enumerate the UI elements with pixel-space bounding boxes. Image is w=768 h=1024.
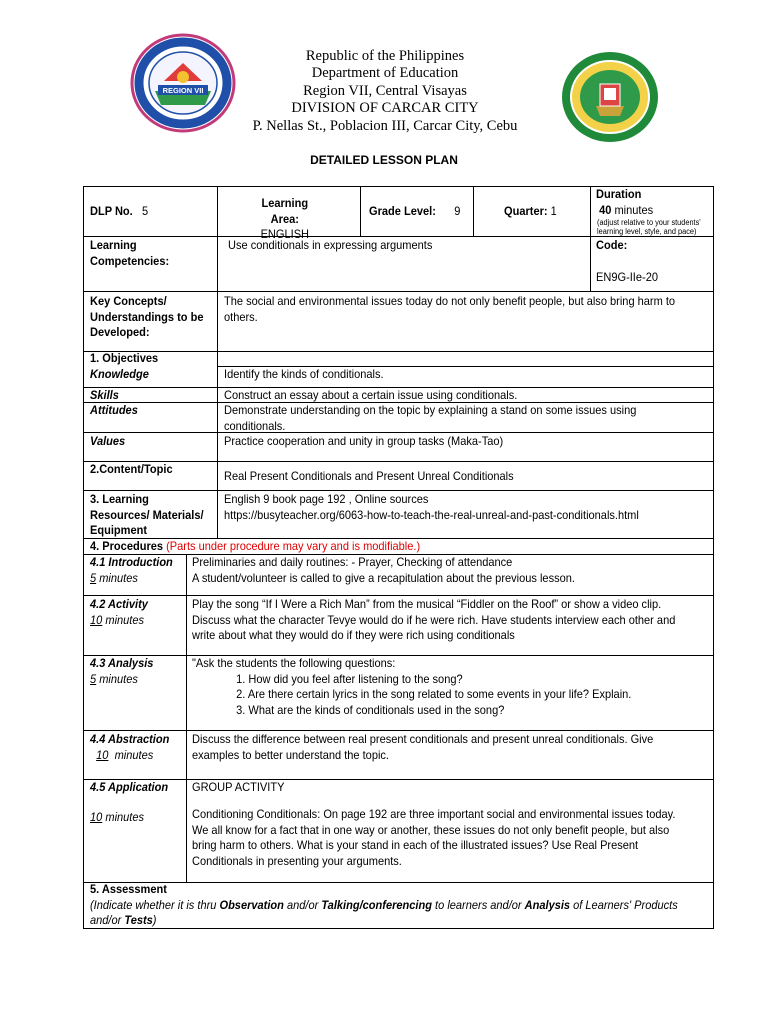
quarter-label: Quarter: <box>504 204 548 218</box>
analysis-question-2: 2. Are there certain lyrics in the song related to some events in your life? Explain. <box>236 687 632 701</box>
activity-line-2: Discuss what the character Tevye would do if he were rich. Have students interview each other and <box>192 612 676 627</box>
abstraction-unit: minutes <box>114 747 154 762</box>
resources-link[interactable]: https://busyteacher.org/6063-how-to-teach-the-real-unreal-and-past-conditionals.html <box>224 507 639 522</box>
application-unit: minutes <box>105 810 145 824</box>
application-title: GROUP ACTIVITY <box>192 780 285 794</box>
resources-value <box>224 492 639 523</box>
carcar-division-seal <box>560 50 660 145</box>
activity-value <box>192 597 675 644</box>
activity-line-3: write about what they would do if they were rich using conditionals <box>192 628 515 642</box>
content-label: 2.Content/Topic <box>90 462 173 476</box>
analysis-label: 4.3 Analysis <box>90 656 154 670</box>
learning-area-label: Learning Area: <box>261 196 309 226</box>
application-duration <box>90 810 144 826</box>
knowledge-value: Identify the kinds of conditionals. <box>224 367 384 381</box>
procedures-note: (Parts under procedure may vary and is modifiable.) <box>166 539 421 553</box>
values-value: Practice cooperation and unity in group tasks (Maka-Tao) <box>224 434 504 448</box>
duration-unit: minutes <box>614 202 654 217</box>
learning-area-value: ENGLISH <box>260 227 310 241</box>
resources-label-line-3: Equipment <box>90 523 148 537</box>
duration-note <box>597 218 701 236</box>
introduction-unit: minutes <box>99 570 138 585</box>
application-line-2: We all know for a fact that in one way or another, these issues do not only benefit people, but also <box>192 822 670 837</box>
assessment-note-line-1: (Indicate whether it is thru Observation and/or Talking/conferencing to learners and/or Analysis of Learners' Products <box>90 897 678 912</box>
header-line-division: DIVISION OF CARCAR CITY <box>291 100 479 117</box>
key-concepts-value-line-2: others. <box>224 309 258 324</box>
header-line-department: Department of Education <box>311 65 459 82</box>
quarter-value: 1 <box>550 204 557 218</box>
dlp-value: 5 <box>141 204 149 218</box>
activity-label: 4.2 Activity <box>90 597 148 611</box>
key-concepts-label <box>90 294 203 341</box>
deped-region-vii-seal <box>130 33 236 133</box>
application-line-3: bring harm to others. What is your stand in each of the illustrated issues? Use Real Present <box>192 838 639 852</box>
introduction-line-2: A student/volunteer is called to give a recapitulation about the previous lesson. <box>192 570 575 585</box>
header-line-region: Region VII, Central Visayas <box>303 82 467 99</box>
attitudes-value-line-1: Demonstrate understanding on the topic by explaining a stand on some issues using <box>224 403 637 417</box>
assessment-cell <box>90 882 678 929</box>
duration <box>596 187 653 218</box>
analysis-cell <box>90 656 153 687</box>
key-concepts-label-line-1: Key Concepts/ <box>90 294 167 308</box>
duration-note-line-1: (adjust relative to your students' <box>597 218 701 227</box>
assessment-label: 5. Assessment <box>90 882 167 896</box>
application-line-4: Conditionals in presenting your arguments. <box>192 853 402 868</box>
grade-label: Grade Level: <box>369 204 436 218</box>
activity-cell <box>90 597 148 628</box>
activity-unit: minutes <box>105 612 145 627</box>
analysis-intro: "Ask the students the following questions: <box>192 656 396 670</box>
application-line-1: Conditioning Conditionals: On page 192 are three important social and environmental issues today. <box>192 807 676 821</box>
grade-value: 9 <box>454 204 461 218</box>
skills-value: Construct an essay about a certain issue using conditionals. <box>224 388 518 402</box>
application-minutes: 10 <box>90 810 103 824</box>
resources-label <box>90 492 204 539</box>
resources-label-line-1: 3. Learning <box>90 492 149 506</box>
abstraction-line-1: Discuss the difference between real present conditionals and present unreal conditionals. Give <box>192 732 654 746</box>
code-label: Code: <box>596 238 628 252</box>
skills-label: Skills <box>90 388 119 402</box>
values-label: Values <box>90 434 126 448</box>
objectives-label: 1. Objectives <box>90 351 159 365</box>
analysis-question-3: 3. What are the kinds of conditionals used in the song? <box>236 702 505 717</box>
resources-label-line-2: Resources/ Materials/ <box>90 507 204 522</box>
header-line-republic: Republic of the Philippines <box>305 48 465 64</box>
analysis-unit: minutes <box>99 671 138 686</box>
introduction-label: 4.1 Introduction <box>90 555 173 569</box>
knowledge-label: Knowledge <box>90 367 149 381</box>
introduction-minutes: 5 <box>90 570 97 585</box>
key-concepts-label-line-2: Understandings to be <box>90 309 204 324</box>
assessment-note-line-2: and/or Tests) <box>90 913 157 927</box>
duration-value: 40 <box>599 202 612 217</box>
svg-text:REGION VII: REGION VII <box>162 86 204 95</box>
abstraction-cell <box>90 732 169 763</box>
dlp-number <box>90 204 148 220</box>
attitudes-value-line-2: conditionals. <box>224 418 286 433</box>
school-header <box>250 48 520 135</box>
activity-minutes: 10 <box>90 612 103 627</box>
abstraction-value <box>192 732 653 763</box>
procedures-heading <box>90 539 420 555</box>
introduction-cell <box>90 555 173 586</box>
abstraction-label: 4.4 Abstraction <box>90 732 170 746</box>
competencies-label-line-1: Learning <box>90 238 137 252</box>
resources-value-line-1: English 9 book page 192 , Online sources <box>224 492 429 506</box>
abstraction-line-2: examples to better understand the topic. <box>192 747 390 762</box>
duration-label: Duration <box>596 187 642 201</box>
key-concepts-value-line-1: The social and environmental issues today do not only benefit people, but also bring harm to <box>224 294 676 308</box>
competencies-label-line-2: Competencies: <box>90 253 170 268</box>
document-title: DETAILED LESSON PLAN <box>310 153 458 167</box>
quarter <box>504 204 557 220</box>
duration-note-line-2: learning level, style, and pace) <box>597 227 697 236</box>
key-concepts-value <box>224 294 675 325</box>
activity-line-1: Play the song “If I Were a Rich Man” from the musical “Fiddler on the Roof” or show a video clip. <box>192 597 662 611</box>
analysis-value <box>192 656 631 718</box>
analysis-minutes: 5 <box>90 671 97 686</box>
procedures-label: 4. Procedures <box>90 539 164 553</box>
key-concepts-label-line-3: Developed: <box>90 325 150 339</box>
introduction-line-1: Preliminaries and daily routines: - Prayer, Checking of attendance <box>192 555 513 569</box>
application-label: 4.5 Application <box>90 780 169 794</box>
competencies-value: Use conditionals in expressing arguments <box>228 238 433 252</box>
grade-level <box>369 204 460 220</box>
learning-area <box>248 196 322 243</box>
competencies-label <box>90 238 169 269</box>
attitudes-label: Attitudes <box>90 403 138 417</box>
header-line-address: P. Nellas St., Poblacion III, Carcar City, Cebu <box>252 117 518 134</box>
code-value: EN9G-IIe-20 <box>596 270 658 284</box>
attitudes-value <box>224 403 636 434</box>
analysis-question-1: 1. How did you feel after listening to the song? <box>236 671 463 686</box>
application-value <box>192 807 675 869</box>
abstraction-minutes: 10 <box>96 747 109 762</box>
content-value: Real Present Conditionals and Present Unreal Conditionals <box>224 469 514 483</box>
introduction-value <box>192 555 575 586</box>
dlp-label: DLP No. <box>90 204 133 218</box>
